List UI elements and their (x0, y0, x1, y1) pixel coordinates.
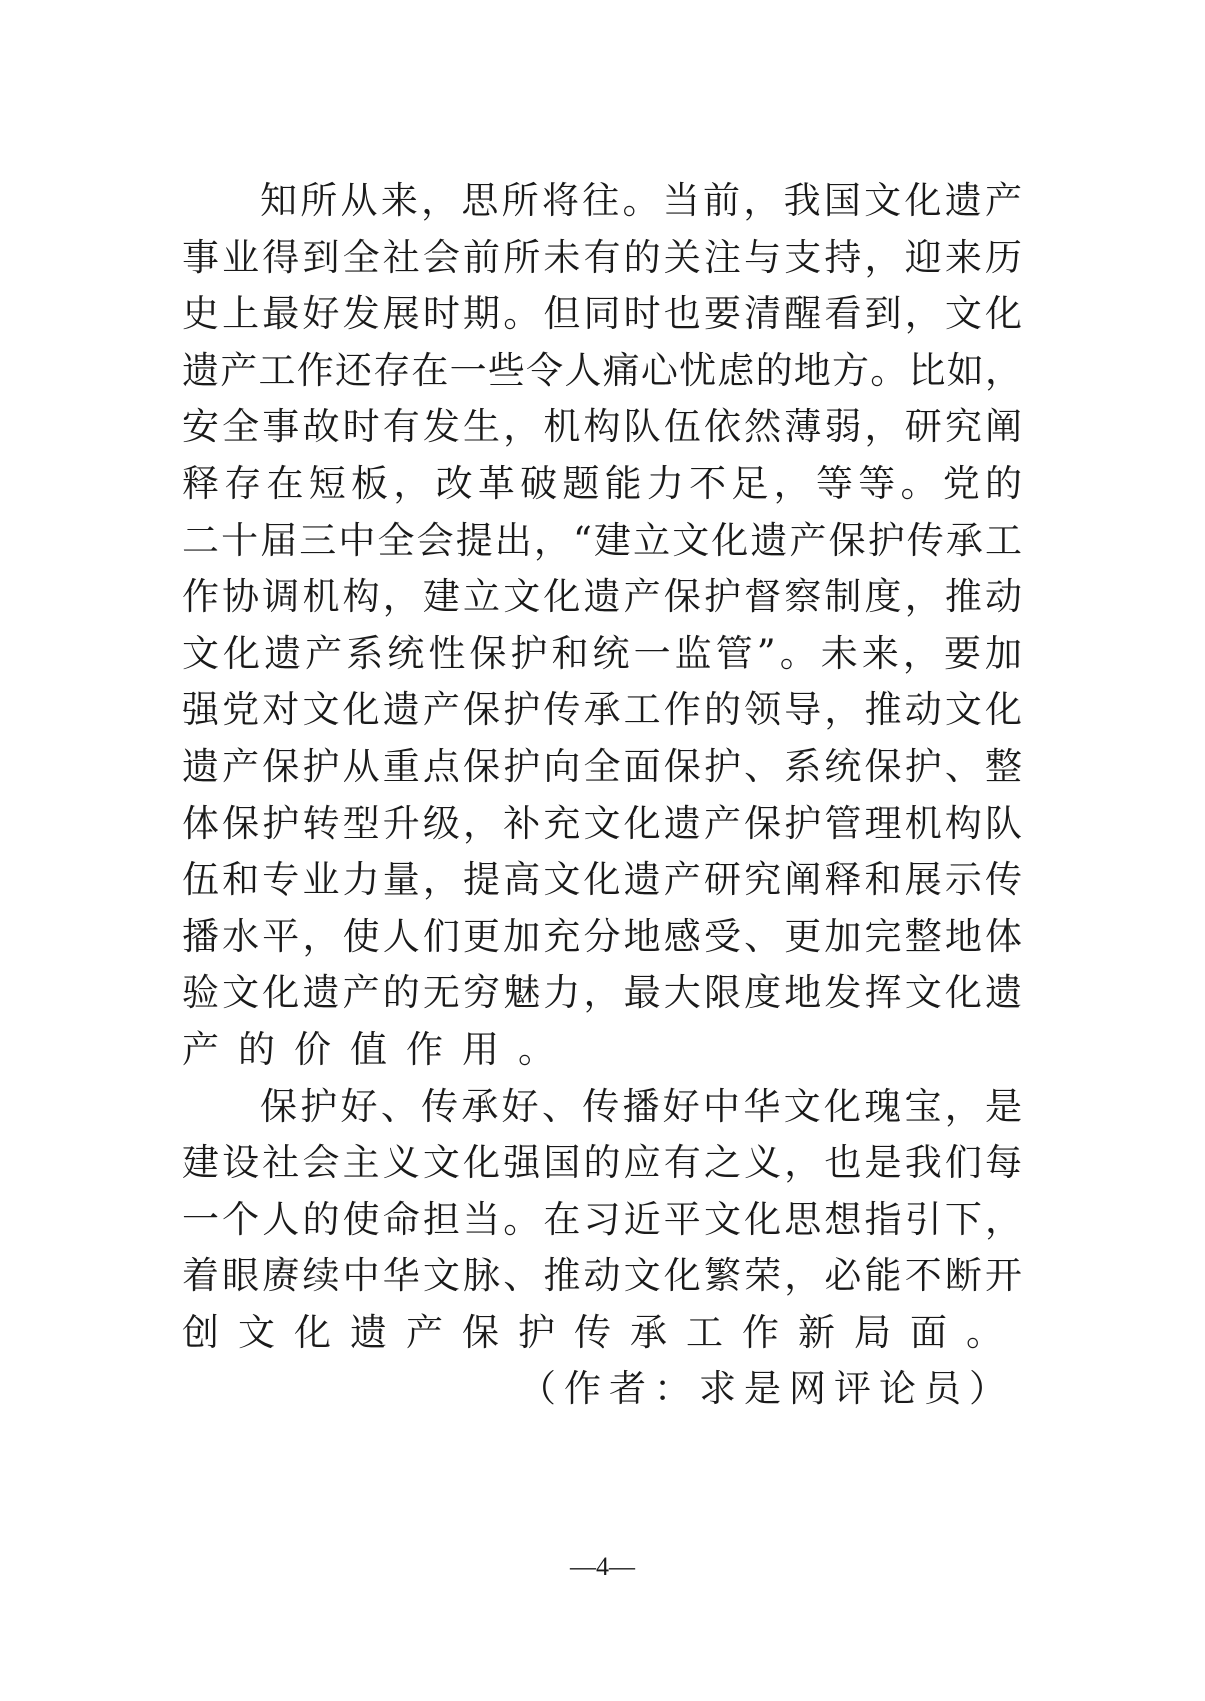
text-line: 作协调机构，建立文化遗产保护督察制度，推动 (182, 575, 1022, 619)
article-body (182, 173, 1022, 1418)
text-line: 释存在短板，改革破题能力不足，等等。党的 (182, 461, 1022, 505)
text-line: 体保护转型升级，补充文化遗产保护管理机构队 (182, 801, 1022, 845)
text-line: 二十届三中全会提出，“建立文化遗产保护传承工 (182, 518, 1022, 562)
text-line: 安全事故时有发生，机构队伍依然薄弱，研究阐 (182, 405, 1022, 449)
text-line: 事业得到全社会前所未有的关注与支持，迎来历 (182, 235, 1022, 279)
text-line: 创文化遗产保护传承工作新局面。 (182, 1310, 1022, 1354)
author-attribution: （作者：求是网评论员） (519, 1367, 1014, 1411)
text-line: 文化遗产系统性保护和统一监管”。未来，要加 (182, 631, 1022, 675)
page-number: —4— (570, 1552, 635, 1581)
text-line: 史上最好发展时期。但同时也要清醒看到，文化 (182, 292, 1022, 336)
text-line: 强党对文化遗产保护传承工作的领导，推动文化 (182, 688, 1022, 732)
text-line: 播水平，使人们更加充分地感受、更加完整地体 (182, 914, 1022, 958)
text-line: 伍和专业力量，提高文化遗产研究阐释和展示传 (182, 858, 1022, 902)
paragraph-2 (182, 1079, 1022, 1362)
text-line: 遗产保护从重点保护向全面保护、系统保护、整 (182, 744, 1022, 788)
text-line: 产的价值作用。 (182, 1027, 574, 1071)
text-line: 验文化遗产的无穷魅力，最大限度地发挥文化遗 (182, 971, 1022, 1015)
text-line: 建设社会主义文化强国的应有之义，也是我们每 (182, 1141, 1022, 1185)
paragraph-1 (182, 173, 1022, 1079)
text-line: 保护好、传承好、传播好中华文化瑰宝，是 (260, 1084, 1022, 1128)
text-line: 着眼赓续中华文脉、推动文化繁荣，必能不断开 (182, 1254, 1022, 1298)
text-line: 一个人的使命担当。在习近平文化思想指引下， (182, 1197, 1022, 1241)
text-line: 遗产工作还存在一些令人痛心忧虑的地方。比如， (182, 348, 1022, 392)
text-line: 知所从来，思所将往。当前，我国文化遗产 (260, 179, 1022, 222)
